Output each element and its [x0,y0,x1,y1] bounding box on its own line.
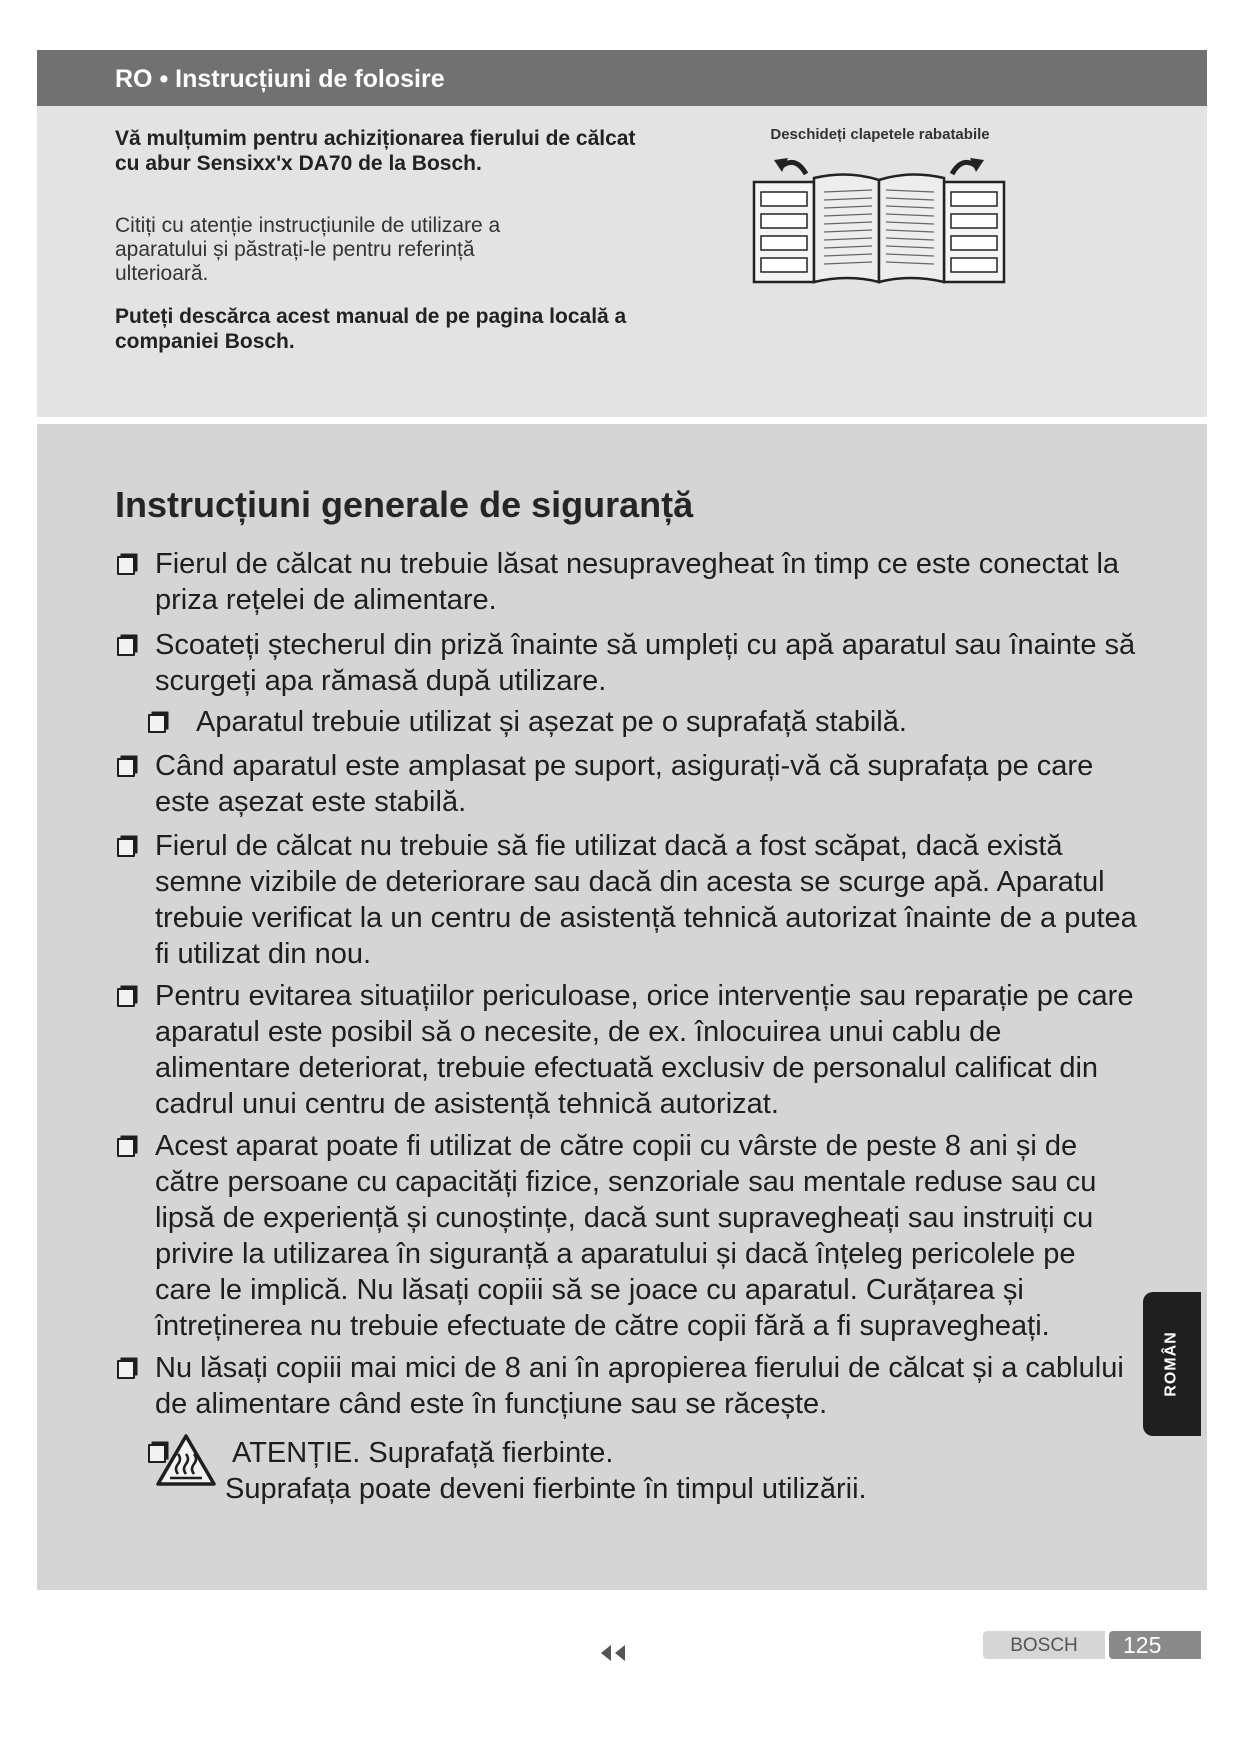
list-item-text: Aparatul trebuie utilizat și așezat pe o suprafață stabilă. [196,706,907,738]
warning-text: Suprafața poate deveni fierbinte în timpul utilizării. [225,1473,867,1505]
language-tab-label: ROMÂN [1163,1331,1180,1397]
checkbox-bullet-icon [148,714,166,733]
list-item-text: Nu lăsați copiii mai mici de 8 ani în apropierea fierului de călcat și a cablului de alimentare când este în funcțiune sau se răcește. [155,1352,1124,1420]
checkbox-bullet-icon [117,1360,135,1379]
list-item-text: Pentru evitarea situațiilor periculoase, orice intervenție sau reparație pe care aparatul este posibil să o necesite, de ex. înlocuirea unui cablu de alimentare deteriorat, trebuie efectuată exclusiv de personalul calificat din cadrul unui centru de asistență tehnică autorizat. [155,980,1134,1120]
intro-thanks-text: Vă mulțumim pentru achiziționarea fierului de călcat cu abur Sensixx'x DA70 de la Bosch. [115,127,636,175]
intro-download-text: Puteți descărca acest manual de pe pagina locală a companiei Bosch. [115,305,627,353]
list-item-text: Fierul de călcat nu trebuie să fie utilizat dacă a fost scăpat, dacă există semne vizibile de deteriorare sau dacă din acesta se scurge apă. Aparatul trebuie verificat la un centru de asistență tehnică autorizat înainte de a putea fi utilizat din nou. [155,830,1137,970]
checkbox-bullet-icon [117,838,135,857]
checkbox-bullet-icon [117,758,135,777]
checkbox-bullet-icon [117,1138,135,1157]
brand-label: BOSCH [983,1631,1105,1659]
rewind-arrows-icon[interactable] [599,1643,635,1663]
list-item-text: Scoateți ștecherul din priză înainte să umpleți cu apă aparatul sau înainte să scurgeți apa rămasă după utilizare. [155,629,1136,697]
checkbox-bullet-icon [117,988,135,1007]
page-header-title: RO • Instrucțiuni de folosire [115,65,445,93]
list-item-text: Acest aparat poate fi utilizat de către copii cu vârste de peste 8 ani și de către persoane cu capacități fizice, senzoriale sau mentale reduse sau cu lipsă de experiență și cunoștințe, dacă sunt supravegheați sau instruiți cu privire la utilizarea în siguranță a aparatului și dacă înțeleg pericolele pe care le implică. Nu lăsați copiii să se joace cu aparatul. Curățarea și întreținerea nu trebuie efectuate de către copii fără a fi supravegheați. [155,1130,1097,1342]
page-number: 125 [1109,1631,1201,1659]
folding-manual-icon [748,152,1010,290]
flaps-caption: Deschideți clapetele rabatabile [770,126,990,143]
section-heading: Instrucțiuni generale de siguranță [115,484,694,525]
list-item-text: Când aparatul este amplasat pe suport, asigurați-vă că suprafața pe care este așezat este stabilă. [155,750,1094,818]
list-item-text: Fierul de călcat nu trebuie lăsat nesupravegheat în timp ce este conectat la priza rețelei de alimentare. [155,548,1120,616]
checkbox-bullet-icon [117,637,135,656]
warning-title: ATENȚIE. Suprafață fierbinte. [232,1437,614,1469]
hot-surface-warning-icon [154,1432,218,1488]
intro-read-text: Citiți cu atenție instrucțiunile de utilizare a aparatului și păstrați-le pentru referință ulterioară. [115,214,501,285]
checkbox-bullet-icon [117,556,135,575]
